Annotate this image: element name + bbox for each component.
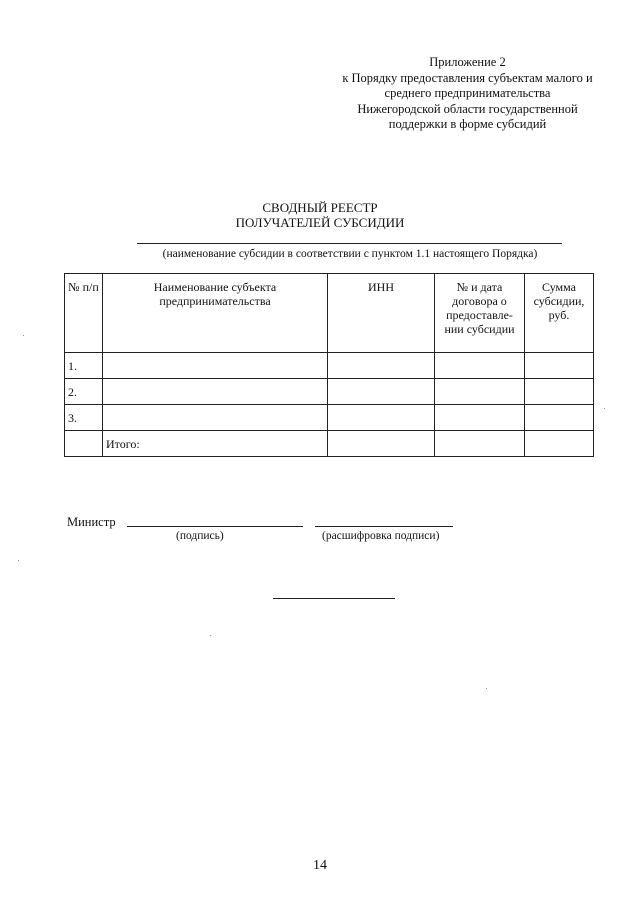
cell-inn: [328, 405, 435, 431]
col-header-entity-name: Наименование субъекта предпринимательства: [103, 274, 328, 353]
register-table: [64, 273, 594, 457]
appendix-line: поддержки в форме субсидий: [388, 117, 547, 131]
signature-line: [127, 526, 303, 527]
row-number: 3.: [65, 405, 103, 431]
row-number: 1.: [65, 353, 103, 379]
appendix-reference: [330, 55, 605, 133]
cell-contract: [435, 405, 525, 431]
document-subtitle: ПОЛУЧАТЕЛЕЙ СУБСИДИИ: [235, 215, 405, 230]
signature-decoding-line: [315, 526, 453, 527]
total-row-number: [65, 431, 103, 457]
table-row: [65, 379, 594, 405]
table-row: [65, 405, 594, 431]
signature-caption: (подпись): [176, 530, 224, 542]
scan-speck: [23, 335, 24, 336]
appendix-line: Приложение 2: [429, 55, 506, 69]
cell-entity-name: [103, 379, 328, 405]
cell-contract: [435, 379, 525, 405]
page-number: 14: [313, 858, 327, 873]
appendix-line: Нижегородской области государственной: [357, 101, 578, 116]
row-number: 2.: [65, 379, 103, 405]
cell-amount: [525, 379, 594, 405]
cell-entity-name: [103, 405, 328, 431]
scan-speck: [604, 408, 605, 409]
table-header-row: [65, 274, 594, 353]
col-header-contract: № и дата договора о предоставле-нии субсидии: [435, 274, 525, 353]
total-label: Итого:: [103, 431, 328, 457]
col-header-inn: ИНН: [328, 274, 435, 353]
table-total-row: [65, 431, 594, 457]
subsidy-name-caption: (наименование субсидии в соответствии с пунктом 1.1 настоящего Порядка): [162, 248, 538, 260]
cell-inn: [328, 431, 435, 457]
appendix-line: среднего предпринимательства: [384, 86, 551, 100]
cell-contract: [435, 431, 525, 457]
signature-decoding-caption: (расшифровка подписи): [322, 530, 440, 542]
table-row: [65, 353, 594, 379]
cell-amount: [525, 431, 594, 457]
subsidy-name-line: [137, 243, 562, 244]
cell-inn: [328, 379, 435, 405]
cell-entity-name: [103, 353, 328, 379]
cell-amount: [525, 405, 594, 431]
scan-speck: [210, 635, 211, 636]
scan-speck: [18, 560, 19, 561]
scan-speck: [486, 688, 487, 689]
signatory-role: Министр: [67, 515, 116, 529]
separator-line: [273, 598, 395, 599]
cell-inn: [328, 353, 435, 379]
cell-amount: [525, 353, 594, 379]
cell-contract: [435, 353, 525, 379]
document-title: СВОДНЫЙ РЕЕСТР: [262, 200, 378, 215]
col-header-amount: Сумма субсидии, руб.: [525, 274, 594, 353]
appendix-line: к Порядку предоставления субъектам малого и: [342, 70, 593, 85]
col-header-number: № п/п: [65, 274, 103, 353]
